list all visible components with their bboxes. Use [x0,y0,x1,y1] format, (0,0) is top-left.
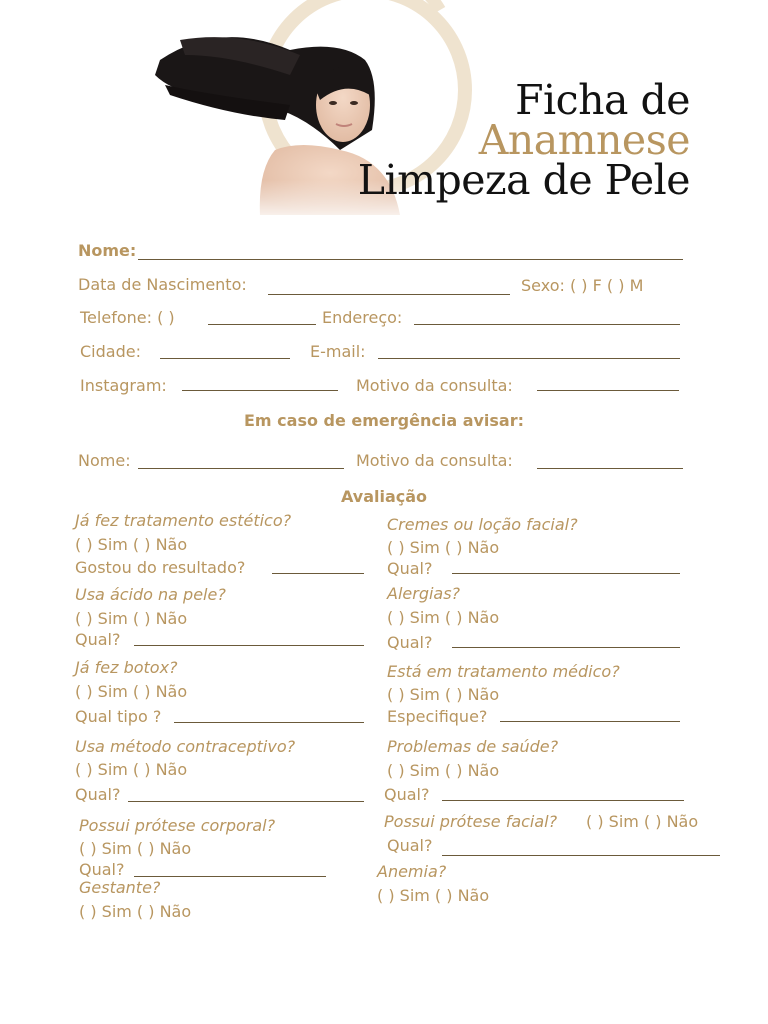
emergency-reason-label: Motivo da consulta: [356,451,513,470]
alergias-qual-field[interactable] [452,647,680,648]
problemas-qual-field[interactable] [442,800,684,801]
city-label: Cidade: [80,342,141,361]
q-tratamento-estetico-options[interactable]: ( ) Sim ( ) Não [75,535,188,554]
q-contraceptivo-qual: Qual? [75,785,121,804]
q-anemia-options[interactable]: ( ) Sim ( ) Não [377,886,490,905]
q-alergias-options[interactable]: ( ) Sim ( ) Não [387,608,500,627]
q-protese-corporal-options[interactable]: ( ) Sim ( ) Não [79,839,192,858]
protese-corporal-field[interactable] [134,876,326,877]
cremes-qual-field[interactable] [452,573,680,574]
city-field[interactable] [160,358,290,359]
email-label: E-mail: [310,342,366,361]
botox-tipo-field[interactable] [174,722,364,723]
gostou-resultado-field[interactable] [272,573,364,574]
q-botox: Já fez botox? [75,658,178,677]
emergency-name-label: Nome: [78,451,131,470]
q-gestante: Gestante? [79,878,161,897]
q-especifique: Especifique? [387,707,488,726]
emergency-reason-field[interactable] [537,468,683,469]
q-protese-facial-qual: Qual? [387,836,433,855]
q-gostou-resultado: Gostou do resultado? [75,558,246,577]
reason-field[interactable] [537,390,679,391]
instagram-field[interactable] [182,390,338,391]
q-acido-pele-options[interactable]: ( ) Sim ( ) Não [75,609,188,628]
title-line-3: Limpeza de Pele [357,156,690,204]
q-acido-qual: Qual? [75,630,121,649]
protese-facial-field[interactable] [442,855,720,856]
email-field[interactable] [378,358,680,359]
q-acido-pele: Usa ácido na pele? [75,585,226,604]
reason-label: Motivo da consulta: [356,376,513,395]
name-field[interactable] [138,259,683,260]
q-problemas-saude-options[interactable]: ( ) Sim ( ) Não [387,761,500,780]
q-tratamento-medico-options[interactable]: ( ) Sim ( ) Não [387,685,500,704]
address-field[interactable] [414,324,680,325]
page-title [357,76,690,204]
emergency-heading: Em caso de emergência avisar: [243,411,525,430]
q-protese-corporal: Possui prótese corporal? [79,816,276,835]
q-cremes-locao-options[interactable]: ( ) Sim ( ) Não [387,538,500,557]
birth-field[interactable] [268,294,510,295]
q-botox-tipo: Qual tipo ? [75,707,162,726]
phone-label: Telefone: ( ) [80,308,175,327]
sex-label[interactable]: Sexo: ( ) F ( ) M [521,276,644,295]
q-protese-corporal-qual: Qual? [79,860,125,879]
q-tratamento-estetico: Já fez tratamento estético? [75,511,292,530]
q-alergias: Alergias? [387,584,461,603]
phone-field[interactable] [208,324,316,325]
q-cremes-locao: Cremes ou loção facial? [387,515,578,534]
q-cremes-qual: Qual? [387,559,433,578]
especifique-field[interactable] [500,721,680,722]
q-botox-options[interactable]: ( ) Sim ( ) Não [75,682,188,701]
q-anemia: Anemia? [377,862,447,881]
q-problemas-qual: Qual? [384,785,430,804]
acido-qual-field[interactable] [134,645,364,646]
q-gestante-options[interactable]: ( ) Sim ( ) Não [79,902,192,921]
q-contraceptivo: Usa método contraceptivo? [75,737,296,756]
q-contraceptivo-options[interactable]: ( ) Sim ( ) Não [75,760,188,779]
q-tratamento-medico: Está em tratamento médico? [387,662,620,681]
emergency-name-field[interactable] [138,468,344,469]
title-line-2: Anamnese [478,116,690,164]
instagram-label: Instagram: [80,376,167,395]
q-problemas-saude: Problemas de saúde? [387,737,559,756]
name-label: Nome: [78,241,137,260]
q-protese-facial: Possui prótese facial? [384,812,558,831]
birth-label: Data de Nascimento: [78,275,247,294]
q-alergias-qual: Qual? [387,633,433,652]
evaluation-heading: Avaliação [340,487,428,506]
q-protese-facial-options[interactable]: ( ) Sim ( ) Não [586,812,699,831]
title-line-1: Ficha de [515,76,690,124]
contraceptivo-qual-field[interactable] [128,801,364,802]
address-label: Endereço: [322,308,403,327]
